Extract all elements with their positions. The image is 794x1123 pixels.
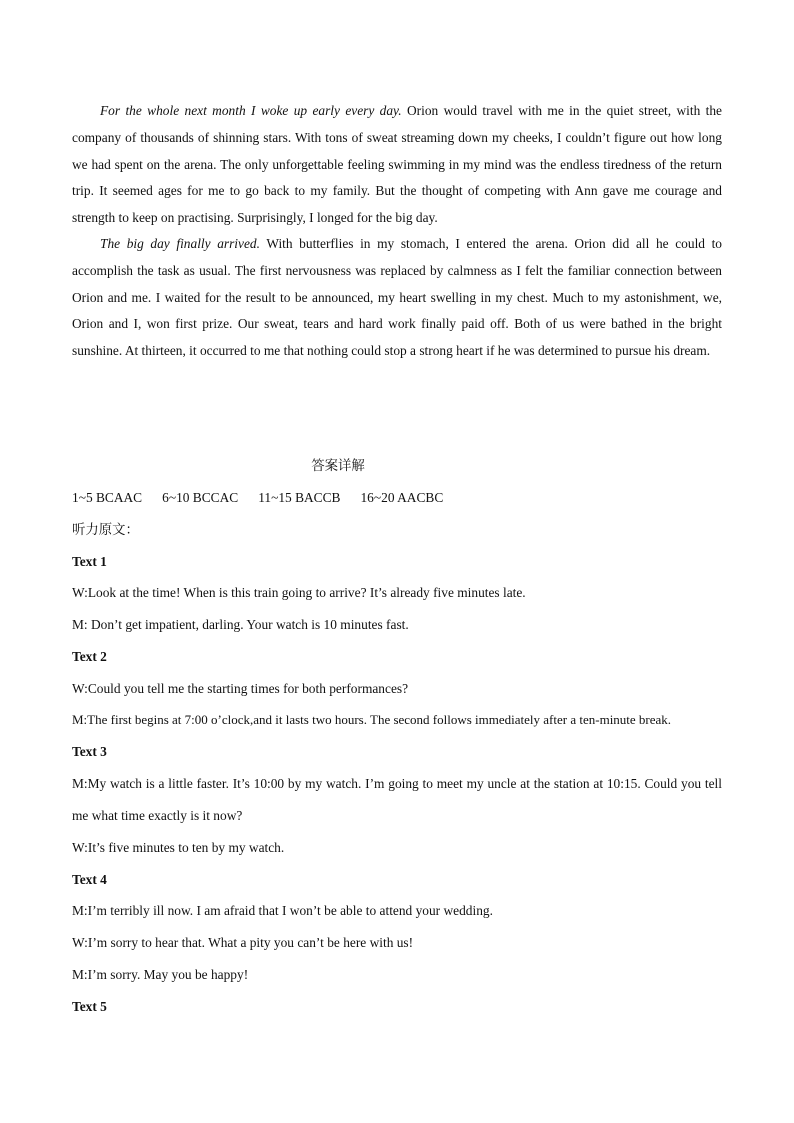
text-4-line-2: W:I’m sorry to hear that. What a pity you can’t be here with us! bbox=[72, 935, 414, 950]
listening-heading: 听力原文： bbox=[72, 522, 139, 537]
text-3-line-2: W:It’s five minutes to ten by my watch. bbox=[72, 840, 285, 855]
text-4-label: Text 4 bbox=[72, 872, 107, 887]
essay-paragraph-2 bbox=[72, 231, 722, 365]
answer-key bbox=[72, 489, 463, 507]
text-1-label: Text 1 bbox=[72, 554, 107, 569]
text-1-line-1: W:Look at the time! When is this train going to arrive? It’s already five minutes late. bbox=[72, 585, 526, 600]
text-2-label: Text 2 bbox=[72, 649, 107, 664]
text-3-label: Text 3 bbox=[72, 744, 107, 759]
text-1-line-2: M: Don’t get impatient, darling. Your watch is 10 minutes fast. bbox=[72, 617, 409, 632]
answer-group-1: 1~5 BCAAC bbox=[72, 490, 143, 505]
text-2-line-2: M:The first begins at 7:00 o’clock,and it lasts two hours. The second follows immediately after a ten-minute break. bbox=[72, 712, 672, 727]
text-4-line-1: M:I’m terribly ill now. I am afraid that I won’t be able to attend your wedding. bbox=[72, 903, 493, 918]
answer-title: 答案详解 bbox=[311, 458, 365, 473]
paragraph-2-body: With butterflies in my stomach, I entered the arena. Orion did all he could to accomplish the task as usual. The first nervousness was replaced by calmness as I felt the familiar connection between Orion and me. I waited for the result to be announced, my heart swelling in my chest. Much to my astonishment, we, Orion and I, won first prize. Our sweat, tears and hard work finally paid off. Both of us were bathed in the bright sunshine. At thirteen, it occurred to me that nothing could stop a strong heart if he was determined to pursue his dream. bbox=[72, 236, 723, 359]
paragraph-1-body: Orion would travel with me in the quiet street, with the company of thousands of shinning stars. With tons of sweat streaming down my cheeks, I couldn’t figure out how long we had spent on the arena. The only unforgettable feeling swimming in my mind was the endless tiredness of the return trip. It seemed ages for me to go back to my family. But the thought of competing with Ann gave me courage and strength to keep on practising. Surprisingly, I longed for the big day. bbox=[72, 103, 723, 226]
paragraph-1-lead: For the whole next month I woke up early every day. bbox=[100, 103, 402, 118]
text-3-line-1: M:My watch is a little faster. It’s 10:00 by my watch. I’m going to meet my uncle at the station at 10:15. Could you tell me what time exactly is it now? bbox=[72, 776, 722, 823]
text-2-line-1: W:Could you tell me the starting times for both performances? bbox=[72, 681, 409, 696]
answer-group-4: 16~20 AACBC bbox=[360, 490, 444, 505]
answer-group-2: 6~10 BCCAC bbox=[162, 490, 239, 505]
text-5-label: Text 5 bbox=[72, 999, 107, 1014]
text-4-line-3: M:I’m sorry. May you be happy! bbox=[72, 967, 249, 982]
essay-paragraph-1 bbox=[72, 98, 722, 232]
paragraph-2-lead: The big day finally arrived. bbox=[100, 236, 260, 251]
answer-group-3: 11~15 BACCB bbox=[258, 490, 341, 505]
